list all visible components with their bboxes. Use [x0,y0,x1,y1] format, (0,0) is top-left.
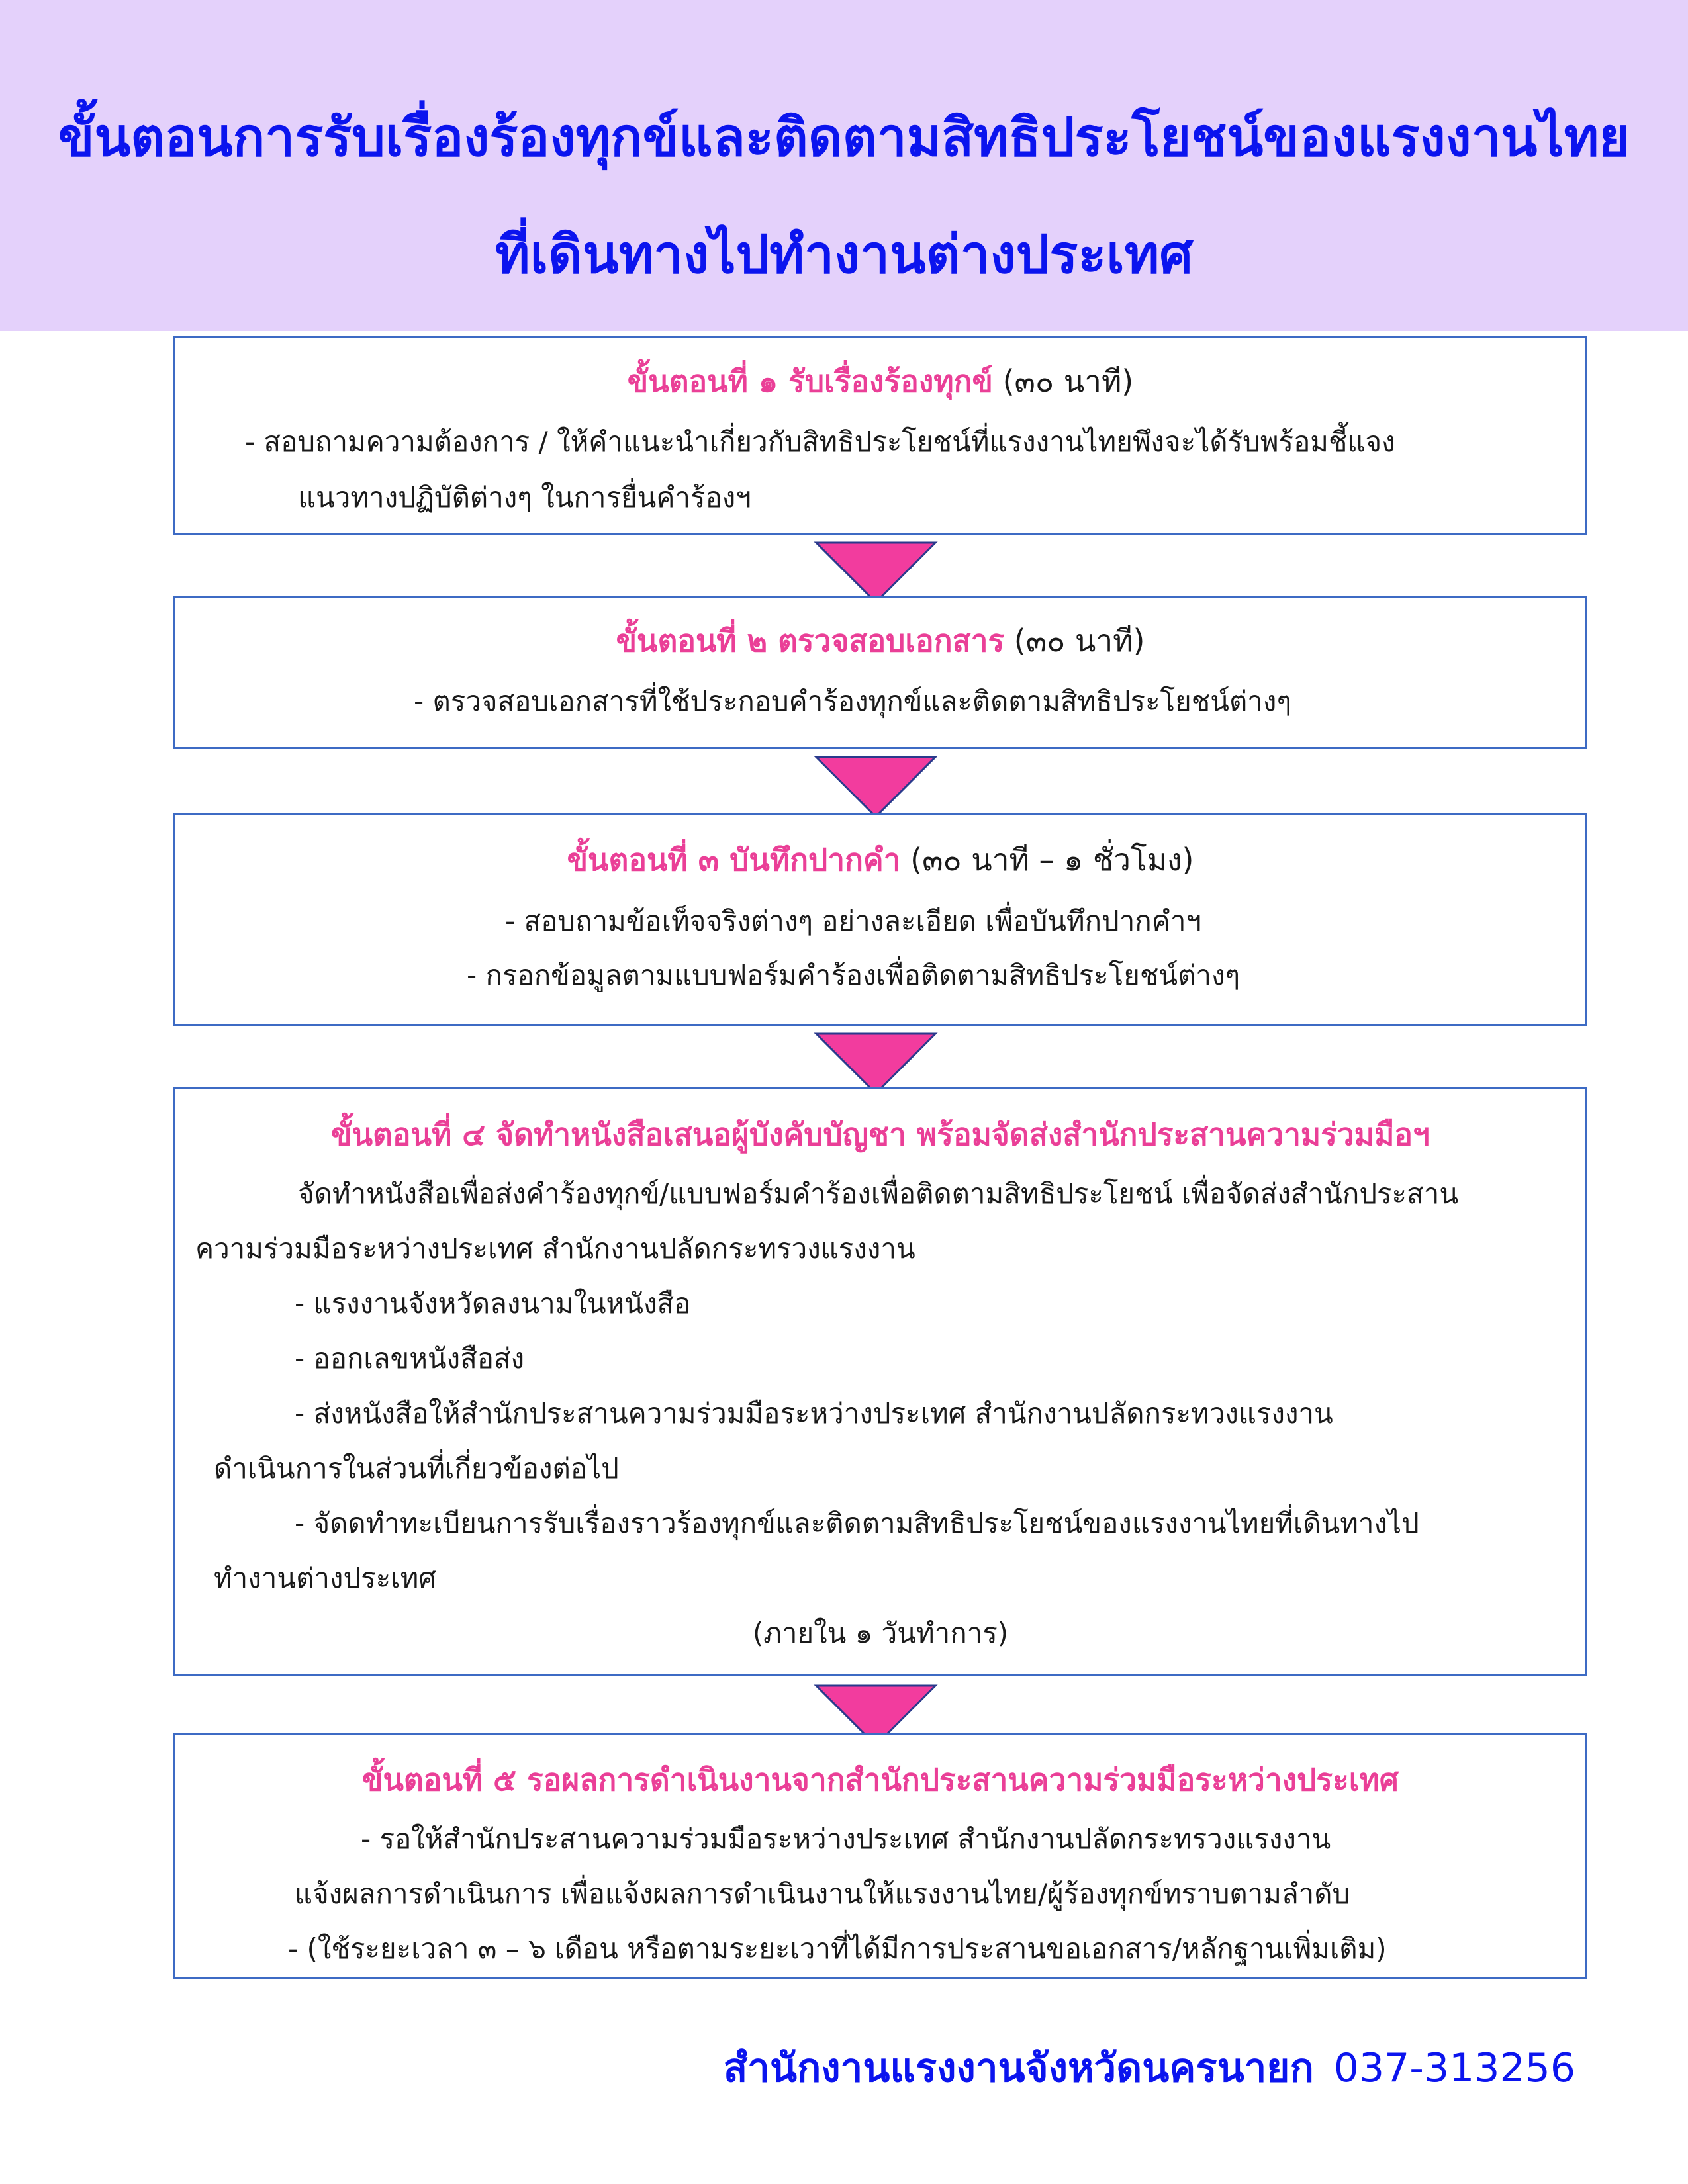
footer-office-name: สำนักงานแรงงานจังหวัดนครนายก [723,2045,1314,2091]
step-1-heading [175,363,1585,399]
step-5-line-3: - (ใช้ระยะเวลา ๓ – ๖ เดือน หรือตามระยะเวาที่ได้มีการประสานขอเอกสาร/หลักฐานเพิ่มเติม) [288,1933,1387,1965]
step-1-box [173,336,1587,535]
step-5-line-2: แจ้งผลการดำเนินการ เพื่อแจ้งผลการดำเนินงานให้แรงงานไทย/ผู้ร้องทุกข์ทราบตามลำดับ [295,1878,1350,1910]
step-4-line-4: - ออกเลขหนังสือส่ง [295,1342,525,1375]
step-3-duration: (๓๐ นาที – ๑ ชั่วโมง) [910,842,1194,878]
step-1-duration: (๓๐ นาที) [1002,363,1134,399]
step-3-title: ขั้นตอนที่ ๓ บันทึกปากคำ [567,842,901,878]
step-4-line-8: ทำงานต่างประเทศ [214,1562,436,1594]
step-2-line-1: - ตรวจสอบเอกสารที่ใช้ประกอบคำร้องทุกข์และติดตามสิทธิประโยชน์ต่างๆ [414,685,1291,717]
page-title-line-2: ที่เดินทางไปทำงานต่างประเทศ [494,224,1194,285]
step-4-line-2: ความร่วมมือระหว่างประเทศ สำนักงานปลัดกระทรวงแรงงาน [195,1232,915,1265]
step-4-line-5: - ส่งหนังสือให้สำนักประสานความร่วมมือระหว่างประเทศ สำนักงานปลัดกระทวงแรงงาน [295,1397,1333,1430]
step-3-heading [175,842,1585,878]
step-3-line-2: - กรอกข้อมูลตามแบบฟอร์มคำร้องเพื่อติดตามสิทธิประโยชน์ต่างๆ [467,959,1241,991]
step-3-box [173,813,1587,1026]
step-1-line-1: - สอบถามความต้องการ / ให้คำแนะนำเกี่ยวกับสิทธิประโยชน์ที่แรงงานไทยพึงจะได้รับพร้อมชี้แจง [245,426,1395,458]
step-4-title: ขั้นตอนที่ ๔ จัดทำหนังสือเสนอผู้บังคับบัญชา พร้อมจัดส่งสำนักประสานความร่วมมือฯ [331,1116,1430,1152]
footer-contact [723,2045,1575,2091]
step-4-line-1: จัดทำหนังสือเพื่อส่งคำร้องทุกข์/แบบฟอร์มคำร้องเพื่อติดตามสิทธิประโยชน์ เพื่อจัดส่งสำนักประสาน [298,1177,1459,1210]
footer-phone: 037-313256 [1333,2045,1575,2091]
step-5-title: ขั้นตอนที่ ๕ รอผลการดำเนินงานจากสำนักประสานความร่วมมือระหว่างประเทศ [362,1762,1399,1797]
step-2-duration: (๓๐ นาที) [1013,623,1145,659]
step-3-line-1: - สอบถามข้อเท็จจริงต่างๆ อย่างละเอียด เพื่อบันทึกปากคำฯ [505,905,1201,937]
step-4-line-3: - แรงงานจังหวัดลงนามในหนังสือ [295,1287,691,1320]
step-4-box [173,1087,1587,1676]
step-1-title: ขั้นตอนที่ ๑ รับเรื่องร้องทุกข์ [627,363,993,399]
step-4-line-7: - จัดดทำทะเบียนการรับเรื่องราวร้องทุกข์และติดตามสิทธิประโยชน์ของแรงงานไทยที่เดินทางไป [295,1507,1419,1539]
down-arrow-icon [813,756,939,822]
step-5-heading [175,1764,1585,1795]
step-2-box [173,596,1587,749]
step-2-heading [175,623,1585,659]
page-title-line-1: ขั้นตอนการรับเรื่องร้องทุกข์และติดตามสิทธิประโยชน์ของแรงงานไทย [58,107,1630,168]
step-4-duration: (ภายใน ๑ วันทำการ) [752,1617,1009,1649]
step-4-line-6: ดำเนินการในส่วนที่เกี่ยวข้องต่อไป [214,1452,619,1484]
step-1-line-2: แนวทางปฏิบัติต่างๆ ในการยื่นคำร้องฯ [298,481,751,514]
step-5-line-1: - รอให้สำนักประสานความร่วมมือระหว่างประเทศ สำนักงานปลัดกระทรวงแรงงาน [361,1823,1331,1855]
step-2-title: ขั้นตอนที่ ๒ ตรวจสอบเอกสาร [616,623,1005,659]
step-4-heading [175,1116,1585,1152]
step-5-box [173,1733,1587,1979]
